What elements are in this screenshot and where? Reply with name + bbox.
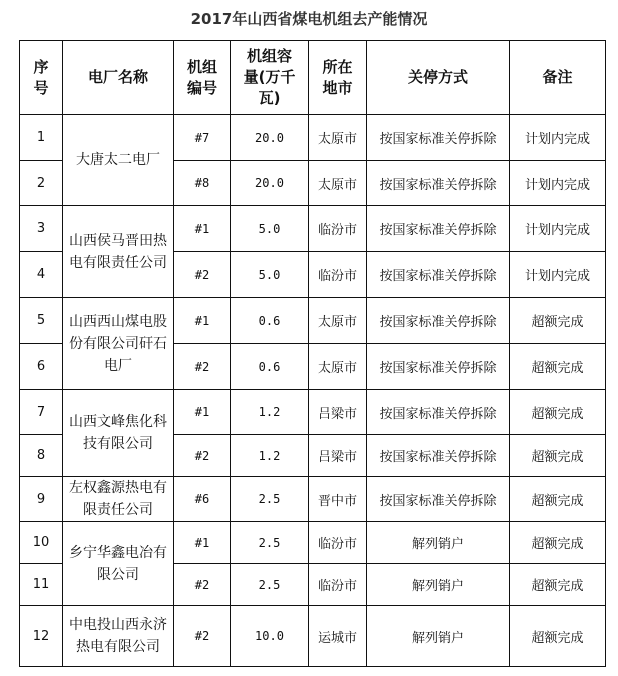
table-row [20,115,606,161]
capacity-cell: 5.0 [231,252,309,298]
city-cell: 太原市 [309,344,367,390]
capacity-cell: 2.5 [231,522,309,564]
seq-cell: 2 [20,161,63,206]
city-cell: 太原市 [309,298,367,344]
capacity-cell: 5.0 [231,206,309,252]
capacity-cell: 10.0 [231,606,309,667]
capacity-cell: 20.0 [231,161,309,206]
city-cell: 太原市 [309,161,367,206]
header-method: 关停方式 [367,41,510,115]
capacity-cell: 1.2 [231,435,309,477]
unit-cell: #2 [174,252,231,298]
table-row [20,606,606,667]
table-row [20,522,606,564]
remark-cell: 超额完成 [510,477,606,522]
seq-cell: 9 [20,477,63,522]
remark-cell: 超额完成 [510,435,606,477]
city-cell: 临汾市 [309,252,367,298]
seq-cell: 3 [20,206,63,252]
unit-cell: #1 [174,390,231,435]
header-plant: 电厂名称 [63,41,174,115]
remark-cell: 超额完成 [510,390,606,435]
header-remark: 备注 [510,41,606,115]
city-cell: 临汾市 [309,206,367,252]
city-cell: 晋中市 [309,477,367,522]
city-cell: 吕梁市 [309,390,367,435]
seq-cell: 10 [20,522,63,564]
method-cell: 按国家标准关停拆除 [367,435,510,477]
capacity-cell: 1.2 [231,390,309,435]
unit-cell: #2 [174,564,231,606]
unit-cell: #8 [174,161,231,206]
capacity-cell: 2.5 [231,564,309,606]
seq-cell: 4 [20,252,63,298]
capacity-cell: 2.5 [231,477,309,522]
table-row [20,206,606,252]
city-cell: 运城市 [309,606,367,667]
seq-cell: 5 [20,298,63,344]
header-capacity: 机组容量(万千瓦) [231,41,309,115]
seq-cell: 7 [20,390,63,435]
method-cell: 按国家标准关停拆除 [367,115,510,161]
seq-cell: 6 [20,344,63,390]
header-city: 所在地市 [309,41,367,115]
plant-cell: 大唐太二电厂 [63,115,174,206]
header-seq: 序号 [20,41,63,115]
unit-cell: #2 [174,344,231,390]
plant-cell: 左权鑫源热电有限责任公司 [63,477,174,522]
seq-cell: 11 [20,564,63,606]
plant-cell: 山西文峰焦化科技有限公司 [63,390,174,477]
remark-cell: 超额完成 [510,522,606,564]
seq-cell: 8 [20,435,63,477]
unit-cell: #1 [174,206,231,252]
method-cell: 按国家标准关停拆除 [367,390,510,435]
table-row [20,390,606,435]
remark-cell: 超额完成 [510,564,606,606]
unit-cell: #2 [174,606,231,667]
header-row [20,41,606,115]
remark-cell: 计划内完成 [510,115,606,161]
capacity-table [19,40,606,667]
method-cell: 解列销户 [367,522,510,564]
capacity-cell: 20.0 [231,115,309,161]
capacity-cell: 0.6 [231,344,309,390]
method-cell: 按国家标准关停拆除 [367,252,510,298]
unit-cell: #7 [174,115,231,161]
header-unit-no: 机组编号 [174,41,231,115]
remark-cell: 计划内完成 [510,206,606,252]
remark-cell: 超额完成 [510,298,606,344]
city-cell: 太原市 [309,115,367,161]
table-row [20,477,606,522]
method-cell: 按国家标准关停拆除 [367,298,510,344]
method-cell: 解列销户 [367,606,510,667]
method-cell: 按国家标准关停拆除 [367,206,510,252]
unit-cell: #1 [174,522,231,564]
remark-cell: 计划内完成 [510,161,606,206]
remark-cell: 超额完成 [510,606,606,667]
seq-cell: 1 [20,115,63,161]
unit-cell: #6 [174,477,231,522]
remark-cell: 超额完成 [510,344,606,390]
unit-cell: #2 [174,435,231,477]
city-cell: 吕梁市 [309,435,367,477]
method-cell: 解列销户 [367,564,510,606]
method-cell: 按国家标准关停拆除 [367,477,510,522]
plant-cell: 乡宁华鑫电冶有限公司 [63,522,174,606]
city-cell: 临汾市 [309,522,367,564]
plant-cell: 山西西山煤电股份有限公司矸石电厂 [63,298,174,390]
table-title: 2017年山西省煤电机组去产能情况 [190,10,428,28]
capacity-cell: 0.6 [231,298,309,344]
remark-cell: 计划内完成 [510,252,606,298]
city-cell: 临汾市 [309,564,367,606]
unit-cell: #1 [174,298,231,344]
method-cell: 按国家标准关停拆除 [367,344,510,390]
plant-cell: 中电投山西永济热电有限公司 [63,606,174,667]
method-cell: 按国家标准关停拆除 [367,161,510,206]
table-row [20,298,606,344]
plant-cell: 山西侯马晋田热电有限责任公司 [63,206,174,298]
seq-cell: 12 [20,606,63,667]
